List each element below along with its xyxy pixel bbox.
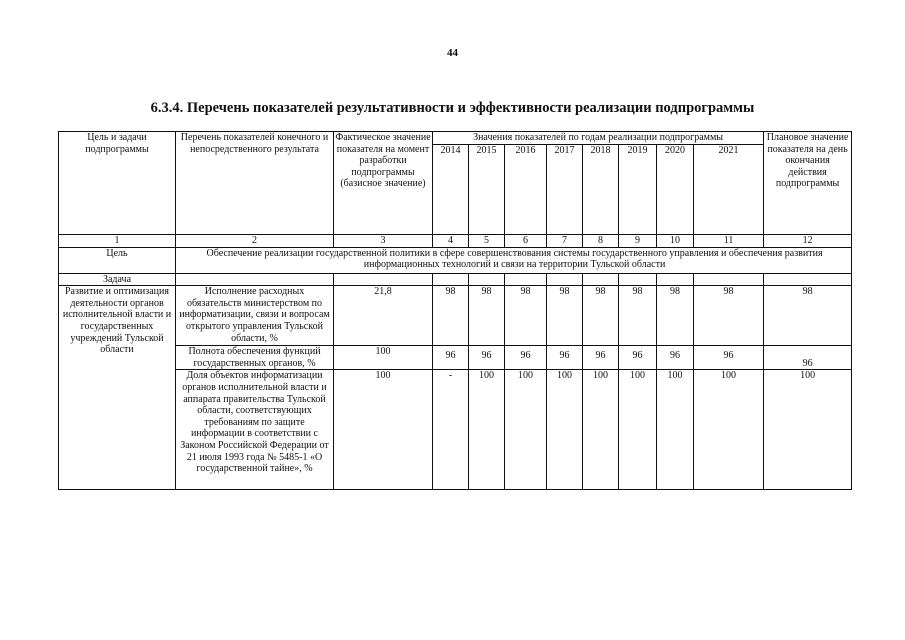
indicator-year-value: 98: [505, 286, 547, 346]
column-number: 8: [583, 234, 619, 247]
task-row: [59, 273, 852, 286]
header-goal-tasks: Цель и задачи подпрограммы: [59, 132, 176, 235]
goal-text: Обеспечение реализации государственной политики в сфере совершенствования системы государственного управления и обеспечения развития информационных технологий и связи на территории Тульской области: [176, 247, 852, 273]
indicator-year-value: -: [433, 370, 469, 490]
column-number: 11: [694, 234, 764, 247]
header-year: 2021: [694, 144, 764, 234]
indicator-year-value: 96: [547, 346, 583, 370]
indicator-year-value: 96: [619, 346, 657, 370]
indicator-year-value: 96: [694, 346, 764, 370]
indicator-year-value: 98: [657, 286, 694, 346]
indicator-name: Полнота обеспечения функций государственных органов, %: [176, 346, 334, 370]
header-year: 2019: [619, 144, 657, 234]
indicator-year-value: 100: [505, 370, 547, 490]
indicator-year-value: 100: [547, 370, 583, 490]
indicator-year-value: 96: [433, 346, 469, 370]
column-number: 6: [505, 234, 547, 247]
indicator-year-value: 100: [619, 370, 657, 490]
indicator-base: 100: [334, 370, 433, 490]
indicator-plan: 100: [764, 370, 852, 490]
goal-label: Цель: [59, 247, 176, 273]
indicator-base: 21,8: [334, 286, 433, 346]
column-number: 12: [764, 234, 852, 247]
indicator-year-value: 96: [469, 346, 505, 370]
indicator-year-value: 100: [657, 370, 694, 490]
column-number: 9: [619, 234, 657, 247]
header-years-group: Значения показателей по годам реализации подпрограммы: [433, 132, 764, 145]
indicator-year-value: 98: [619, 286, 657, 346]
indicator-name: Исполнение расходных обязательств министерством по информатизации, связи и вопросам открытого управления Тульской области, %: [176, 286, 334, 346]
column-numbers-row: [59, 234, 852, 247]
column-number: 2: [176, 234, 334, 247]
goal-row: [59, 247, 852, 273]
indicator-year-value: 98: [433, 286, 469, 346]
page-number: 44: [447, 47, 458, 59]
indicators-table: [58, 131, 852, 490]
header-year: 2014: [433, 144, 469, 234]
indicator-year-value: 98: [583, 286, 619, 346]
indicator-year-value: 100: [469, 370, 505, 490]
column-number: 7: [547, 234, 583, 247]
header-year: 2015: [469, 144, 505, 234]
task-text: Развитие и оптимизация деятельности органов исполнительной власти и государственных учреждений Тульской области: [59, 286, 176, 490]
indicator-year-value: 96: [505, 346, 547, 370]
indicator-row: [59, 286, 852, 346]
indicator-year-value: 98: [469, 286, 505, 346]
indicator-year-value: 98: [547, 286, 583, 346]
header-year: 2020: [657, 144, 694, 234]
column-number: 3: [334, 234, 433, 247]
header-year: 2018: [583, 144, 619, 234]
header-year: 2016: [505, 144, 547, 234]
indicator-year-value: 100: [583, 370, 619, 490]
indicator-base: 100: [334, 346, 433, 370]
indicator-plan: 98: [764, 286, 852, 346]
task-label: Задача: [59, 273, 176, 286]
column-number: 5: [469, 234, 505, 247]
column-number: 4: [433, 234, 469, 247]
header-plan-value: Плановое значение показателя на день окончания действия подпрограммы: [764, 132, 852, 235]
column-number: 10: [657, 234, 694, 247]
indicator-row: [59, 346, 852, 370]
indicator-year-value: 96: [657, 346, 694, 370]
section-title: 6.3.4. Перечень показателей результативности и эффективности реализации подпрограммы: [150, 100, 755, 116]
indicator-row: [59, 370, 852, 490]
indicator-year-value: 100: [694, 370, 764, 490]
indicator-year-value: 98: [694, 286, 764, 346]
header-base-value: Фактическое значение показателя на момент разработки подпрограммы (базисное значение): [334, 132, 433, 235]
indicator-year-value: 96: [583, 346, 619, 370]
indicator-name: Доля объектов информатизации органов исполнительной власти и аппарата правительства Тульской области, соответствующих требованиям по защите информации в соответствии с Законом Российской Федерации от 21 июля 1993 года № 5485-1 «О государственной тайне», %: [176, 370, 334, 490]
header-row-1: [59, 132, 852, 145]
header-year: 2017: [547, 144, 583, 234]
column-number: 1: [59, 234, 176, 247]
indicator-plan: 96: [764, 346, 852, 370]
header-indicators-list: Перечень показателей конечного и непосредственного результата: [176, 132, 334, 235]
